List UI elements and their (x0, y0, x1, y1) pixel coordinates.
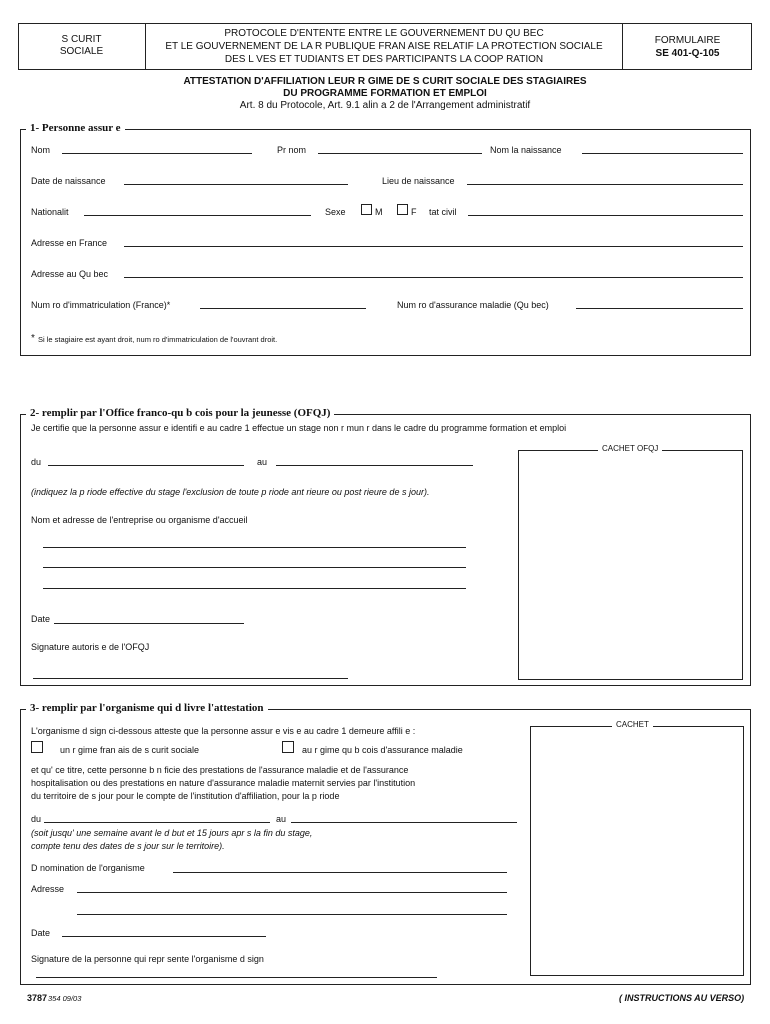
regime-quebec-label: au r gime qu b cois d'assurance maladie (302, 745, 463, 755)
document-reference: Art. 8 du Protocole, Art. 9.1 alin a 2 de l'Arrangement administratif (239, 100, 531, 111)
header-left-line2: SOCIALE (59, 46, 104, 57)
org-au-field[interactable] (291, 822, 517, 823)
ofqj-company-field-3[interactable] (43, 588, 466, 589)
date-naissance-label: Date de naissance (31, 176, 106, 186)
org-du-field[interactable] (44, 822, 270, 823)
adresse-quebec-field[interactable] (124, 277, 743, 278)
ofqj-company-label: Nom et adresse de l'entreprise ou organisme d'accueil (31, 515, 248, 525)
document-subtitle: DU PROGRAMME FORMATION ET EMPLOI (283, 88, 487, 99)
org-adresse-label: Adresse (31, 884, 65, 894)
ofqj-company-field-1[interactable] (43, 547, 466, 548)
ofqj-date-field[interactable] (54, 623, 244, 624)
header-right-divider (622, 23, 623, 70)
sexe-label: Sexe (325, 207, 346, 217)
section-1-frame (20, 129, 751, 356)
ofqj-certify-text: Je certifie que la personne assur e identifi e au cadre 1 effectue un stage non r mun r dans le cadre du programme formation et emploi (31, 423, 567, 433)
ofqj-du-field[interactable] (48, 465, 244, 466)
num-immatriculation-field[interactable] (200, 308, 366, 309)
footnote-star: * (31, 333, 35, 344)
etat-civil-label: tat civil (429, 207, 457, 217)
section-2-title: 2- remplir par l'Office franco-qu b cois pour la jeunesse (OFQJ) (26, 407, 334, 419)
lieu-naissance-label: Lieu de naissance (382, 176, 455, 186)
sexe-f-label: F (411, 207, 417, 217)
org-adresse-field-1[interactable] (77, 892, 507, 893)
ofqj-stamp-box (518, 450, 743, 680)
footer-revision: 354 09/03 (48, 994, 82, 1003)
org-date-field[interactable] (62, 936, 266, 937)
nom-naissance-label: Nom la naissance (490, 145, 562, 155)
prestations-line2: hospitalisation ou des prestations en nature d'assurance maladie maternit servies par l'institution (31, 778, 416, 788)
nom-label: Nom (31, 145, 51, 155)
footer-instructions: ( INSTRUCTIONS AU VERSO) (619, 993, 745, 1003)
form-label: FORMULAIRE (654, 35, 721, 46)
prestations-line1: et qu' ce titre, cette personne b n ficie des prestations de l'assurance maladie et de l'assurance (31, 765, 409, 775)
org-au-label: au (276, 814, 287, 824)
footer-form-code: 3787 (27, 993, 48, 1003)
sexe-m-label: M (375, 207, 383, 217)
ofqj-du-label: du (31, 457, 42, 467)
num-assurance-field[interactable] (576, 308, 743, 309)
header-center-line3: DES L VES ET TUDIANTS ET DES PARTICIPANTS LA COOP RATION (224, 54, 544, 65)
prenom-label: Pr nom (277, 145, 307, 155)
org-stamp-box (530, 726, 744, 976)
ofqj-date-label: Date (31, 614, 51, 624)
header-center-line1: PROTOCOLE D'ENTENTE ENTRE LE GOUVERNEMENT DU QU BEC (224, 28, 544, 39)
ofqj-au-label: au (257, 457, 268, 467)
adresse-france-field[interactable] (124, 246, 743, 247)
nom-field[interactable] (62, 153, 252, 154)
header-center-line2: ET LE GOUVERNEMENT DE LA R PUBLIQUE FRAN AISE RELATIF LA PROTECTION SOCIALE (165, 41, 603, 52)
adresse-france-label: Adresse en France (31, 238, 108, 248)
org-period-note-1: (soit jusqu' une semaine avant le d but et 15 jours apr s la fin du stage, (31, 828, 313, 838)
prestations-line3: du territoire de s jour pour le compte de l'institution d'affiliation, pour la p riode (31, 791, 340, 801)
nationalite-label: Nationalit (31, 207, 69, 217)
denomination-label: D nomination de l'organisme (31, 863, 145, 873)
ofqj-company-field-2[interactable] (43, 567, 466, 568)
prenom-field[interactable] (318, 153, 482, 154)
sexe-f-checkbox[interactable] (397, 204, 408, 215)
lieu-naissance-field[interactable] (467, 184, 743, 185)
section-3-title: 3- remplir par l'organisme qui d livre l'attestation (26, 702, 268, 714)
adresse-quebec-label: Adresse au Qu bec (31, 269, 109, 279)
num-immatriculation-label: Num ro d'immatriculation (France)* (31, 300, 171, 310)
org-stamp-label: CACHET (612, 720, 653, 729)
ofqj-signature-field[interactable] (33, 678, 348, 679)
org-adresse-field-2[interactable] (77, 914, 507, 915)
regime-francais-checkbox[interactable] (31, 741, 43, 753)
denomination-field[interactable] (173, 872, 507, 873)
org-signature-field[interactable] (36, 977, 437, 978)
ofqj-stamp-label: CACHET OFQJ (598, 444, 662, 453)
nom-naissance-field[interactable] (582, 153, 743, 154)
ofqj-au-field[interactable] (276, 465, 473, 466)
regime-quebec-checkbox[interactable] (282, 741, 294, 753)
date-naissance-field[interactable] (124, 184, 348, 185)
section-1-title: 1- Personne assur e (26, 122, 125, 134)
org-signature-label: Signature de la personne qui repr sente l'organisme d sign (31, 954, 264, 964)
org-atteste-text: L'organisme d sign ci-dessous atteste que la personne assur e vis e au cadre 1 demeure affili e : (31, 726, 416, 736)
org-du-label: du (31, 814, 42, 824)
form-number: SE 401-Q-105 (655, 48, 720, 59)
nationalite-field[interactable] (84, 215, 311, 216)
header-left-line1: S CURIT (61, 34, 102, 45)
document-title: ATTESTATION D'AFFILIATION LEUR R GIME DE S CURIT SOCIALE DES STAGIAIRES (183, 76, 587, 87)
org-period-note-2: compte tenu des dates de s jour sur le territoire). (31, 841, 225, 851)
footnote-text: Si le stagiaire est ayant droit, num ro d'immatriculation de l'ouvrant droit. (38, 335, 278, 344)
ofqj-signature-label: Signature autoris e de l'OFQJ (31, 642, 150, 652)
org-date-label: Date (31, 928, 51, 938)
ofqj-period-note: (indiquez la p riode effective du stage l'exclusion de toute p riode ant rieure ou post rieure de s jour). (31, 487, 430, 497)
etat-civil-field[interactable] (468, 215, 743, 216)
regime-francais-label: un r gime fran ais de s curit sociale (60, 745, 200, 755)
sexe-m-checkbox[interactable] (361, 204, 372, 215)
num-assurance-label: Num ro d'assurance maladie (Qu bec) (397, 300, 549, 310)
